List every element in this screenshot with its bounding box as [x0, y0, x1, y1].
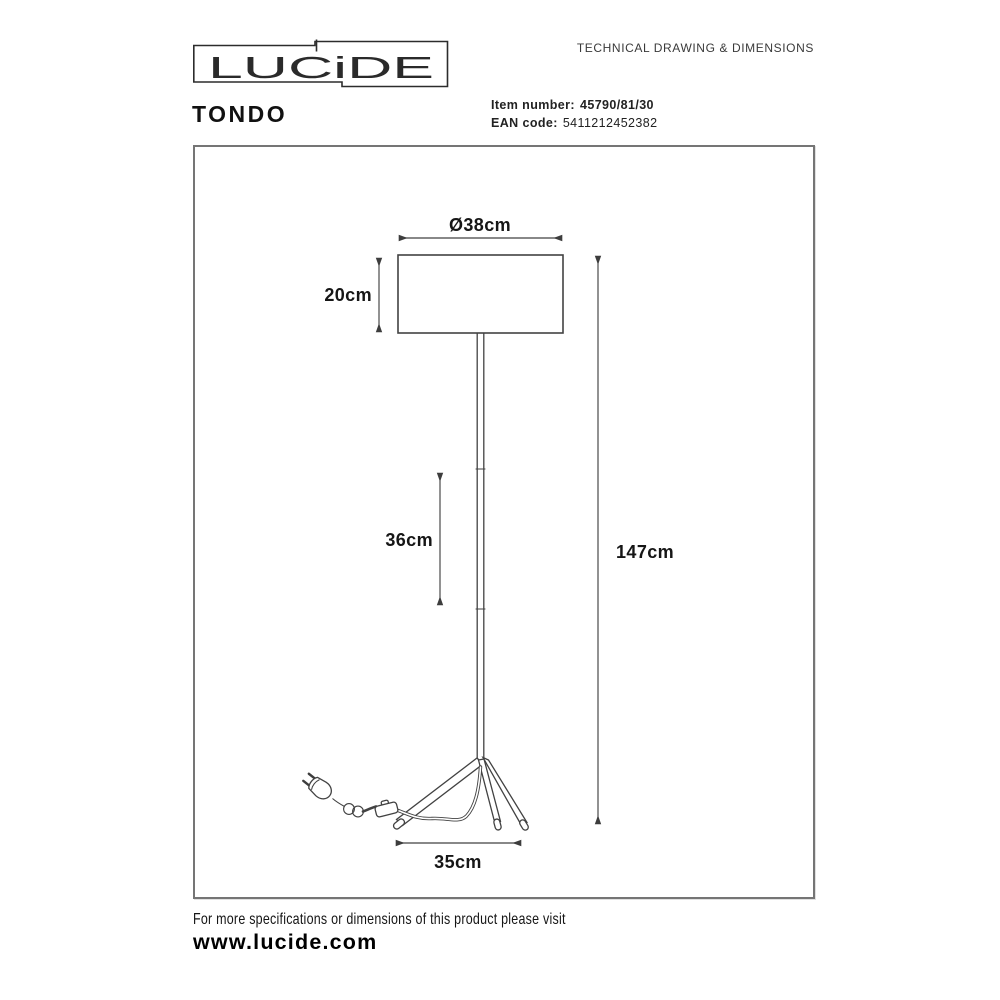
lamp-pole	[477, 333, 484, 759]
dimension-total-height	[598, 256, 674, 824]
cord-loop	[333, 799, 364, 817]
ean-value: 5411212452382	[562, 116, 658, 130]
dimension-shade-diameter	[399, 215, 562, 238]
dimension-pole-section	[385, 473, 440, 605]
product-meta	[491, 96, 657, 132]
power-plug-icon	[301, 771, 335, 803]
lucide-logo	[193, 38, 449, 94]
shade-height-label: 20cm	[324, 285, 372, 305]
item-number-value: 45790/81/30	[579, 98, 654, 112]
tripod-foot-left	[392, 818, 405, 831]
total-height-label: 147cm	[616, 542, 675, 562]
drawing-frame	[193, 145, 815, 899]
dimension-base-width	[396, 843, 521, 872]
item-number-label: Item number:	[491, 98, 575, 112]
dimension-shade-height	[324, 258, 379, 332]
lamp-technical-drawing	[195, 147, 813, 897]
base-width-label: 35cm	[434, 852, 482, 872]
footer-note: For more specifications or dimensions of this product please visit	[193, 911, 566, 928]
item-number-row	[491, 96, 657, 114]
doc-title: TECHNICAL DRAWING & DIMENSIONS	[576, 41, 814, 55]
product-name: TONDO	[192, 101, 288, 127]
ean-row	[491, 114, 657, 132]
logo-wordmark: LUCiDE	[208, 50, 434, 85]
footer-website: www.lucide.com	[193, 930, 378, 954]
shade-diameter-label: Ø38cm	[448, 215, 512, 235]
lamp-shade	[398, 255, 563, 333]
tripod-foot-right	[519, 819, 530, 832]
pole-section-label: 36cm	[385, 530, 433, 550]
cord-switch	[374, 798, 399, 817]
ean-label: EAN code:	[491, 116, 558, 130]
